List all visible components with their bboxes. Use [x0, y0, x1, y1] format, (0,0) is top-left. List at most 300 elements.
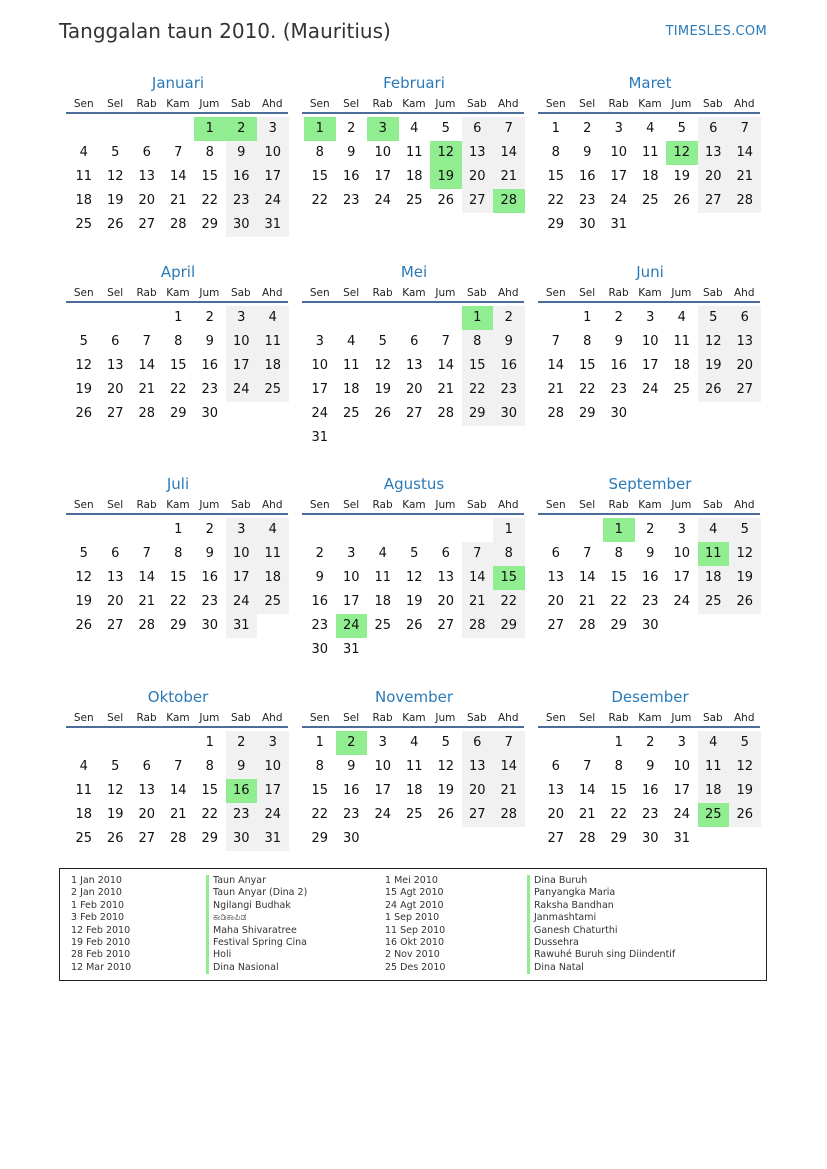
day-cell: 29 [610, 618, 628, 633]
legend-date: 2 Nov 2010 [385, 949, 440, 961]
day-cell: 28 [437, 406, 455, 421]
weekday-label: Ahd [733, 712, 755, 724]
weekday-label: Jum [671, 712, 692, 724]
day-cell: 2 [205, 522, 214, 537]
day-cell: 13 [138, 169, 156, 184]
day-cell: 10 [342, 570, 360, 585]
day-cell: 4 [257, 518, 289, 542]
weekday-header [302, 708, 524, 728]
legend-date: 12 Feb 2010 [71, 924, 131, 936]
empty-day-cell [131, 117, 163, 141]
day-cell: 11 [75, 169, 93, 184]
empty-day-cell [399, 518, 431, 542]
day-cell: 24 [673, 594, 691, 609]
month-juni [540, 261, 764, 426]
legend-holiday-name: Panyangka Maria [527, 887, 675, 899]
holiday-day-cell: 11 [698, 542, 730, 566]
day-cell: 29 [493, 614, 525, 638]
empty-day-cell [100, 117, 132, 141]
weekday-label: Sen [545, 499, 566, 511]
day-cell: 17 [257, 779, 289, 803]
empty-day-cell [68, 518, 100, 542]
weekday-label: Sen [73, 287, 94, 299]
empty-day-cell [131, 731, 163, 755]
day-cell: 26 [374, 406, 392, 421]
day-cell: 20 [729, 354, 761, 378]
day-cell: 22 [201, 807, 219, 822]
holiday-day-cell: 1 [603, 518, 635, 542]
day-cell: 7 [462, 542, 494, 566]
legend-date: 11 Sep 2010 [385, 924, 446, 936]
day-cell: 20 [547, 594, 565, 609]
day-cell: 22 [201, 193, 219, 208]
day-cell: 17 [374, 169, 392, 184]
legend-date: 28 Feb 2010 [71, 949, 131, 961]
day-cell: 13 [138, 783, 156, 798]
weekday-label: Rab [136, 712, 157, 724]
weekday-label: Kam [166, 712, 190, 724]
day-cell: 13 [106, 570, 124, 585]
day-cell: 3 [315, 334, 324, 349]
weekday-label: Ahd [261, 712, 283, 724]
day-cell: 3 [614, 121, 623, 136]
day-cell: 19 [437, 783, 455, 798]
day-cell: 18 [342, 382, 360, 397]
day-cell: 20 [138, 807, 156, 822]
day-cell: 6 [551, 546, 560, 561]
day-cell: 22 [610, 807, 628, 822]
month-name: April [160, 263, 196, 281]
day-cell: 21 [437, 382, 455, 397]
empty-day-cell [304, 306, 336, 330]
day-cell: 14 [462, 566, 494, 590]
empty-day-cell [540, 731, 572, 755]
day-cell: 26 [729, 803, 761, 827]
day-cell: 1 [583, 310, 592, 325]
day-cell: 2 [226, 731, 258, 755]
weekday-label: Rab [608, 287, 629, 299]
weekday-label: Jum [671, 98, 692, 110]
day-cell: 2 [205, 310, 214, 325]
day-cell: 17 [311, 382, 329, 397]
weekday-label: Sab [466, 287, 487, 299]
day-cell: 29 [610, 831, 628, 846]
day-cell: 14 [578, 570, 596, 585]
day-cell: 13 [462, 755, 494, 779]
legend-date: 16 Okt 2010 [385, 936, 445, 948]
day-cell: 14 [138, 358, 156, 373]
legend-date: 24 Agt 2010 [385, 899, 444, 911]
day-cell: 30 [226, 213, 258, 237]
day-cell: 10 [257, 141, 289, 165]
day-cell: 27 [462, 803, 494, 827]
legend-holiday-name: Taun Anyar [206, 875, 307, 887]
day-cell: 30 [342, 831, 360, 846]
day-cell: 4 [257, 306, 289, 330]
day-cell: 25 [374, 618, 392, 633]
day-cell: 24 [610, 193, 628, 208]
day-cell: 16 [493, 354, 525, 378]
day-cell: 7 [583, 546, 592, 561]
day-cell: 4 [646, 121, 655, 136]
weekday-label: Kam [402, 98, 426, 110]
day-cell: 18 [75, 193, 93, 208]
day-cell: 14 [578, 783, 596, 798]
day-cell: 11 [673, 334, 691, 349]
day-cell: 5 [111, 759, 120, 774]
weekday-label: Sen [73, 712, 94, 724]
day-cell: 14 [437, 358, 455, 373]
month-oktober [68, 686, 292, 851]
day-cell: 8 [551, 145, 560, 160]
legend-holiday-name: Maha Shivaratree [206, 925, 307, 937]
day-cell: 13 [106, 358, 124, 373]
day-cell: 31 [342, 642, 360, 657]
weekday-label: Rab [372, 287, 393, 299]
day-cell: 21 [493, 779, 525, 803]
legend-dates-col-1 [71, 875, 131, 974]
legend-date: 1 Mei 2010 [385, 875, 438, 886]
empty-day-cell [163, 117, 195, 141]
weekday-label: Jum [199, 287, 220, 299]
day-cell: 17 [226, 566, 258, 590]
weekday-label: Jum [435, 712, 456, 724]
weekday-label: Sel [343, 712, 360, 724]
day-cell: 4 [79, 145, 88, 160]
day-cell: 7 [551, 334, 560, 349]
day-cell: 1 [174, 310, 183, 325]
day-cell: 12 [405, 570, 423, 585]
day-grid [540, 518, 761, 638]
holiday-day-cell: 28 [493, 189, 525, 213]
day-cell: 6 [410, 334, 419, 349]
day-cell: 25 [698, 590, 730, 614]
day-cell: 30 [610, 406, 628, 421]
legend-dates-col-2 [385, 875, 445, 974]
day-cell: 23 [226, 189, 258, 213]
legend-date: 12 Mar 2010 [71, 961, 132, 973]
day-cell: 15 [169, 570, 187, 585]
day-cell: 5 [677, 121, 686, 136]
weekday-label: Sab [230, 98, 251, 110]
day-cell: 10 [641, 334, 659, 349]
day-cell: 11 [405, 759, 423, 774]
day-cell: 7 [142, 334, 151, 349]
weekday-header [66, 283, 288, 303]
day-cell: 25 [342, 406, 360, 421]
day-cell: 5 [378, 334, 387, 349]
day-cell: 22 [462, 378, 494, 402]
day-cell: 10 [610, 145, 628, 160]
holiday-day-cell: 16 [226, 779, 258, 803]
month-name: Januari [151, 74, 205, 92]
day-cell: 9 [315, 570, 324, 585]
day-cell: 16 [311, 594, 329, 609]
day-cell: 25 [75, 217, 93, 232]
weekday-label: Sab [466, 499, 487, 511]
day-cell: 5 [79, 334, 88, 349]
weekday-label: Sen [545, 712, 566, 724]
day-cell: 23 [342, 807, 360, 822]
weekday-label: Kam [402, 712, 426, 724]
day-cell: 13 [405, 358, 423, 373]
day-cell: 26 [729, 590, 761, 614]
weekday-label: Jum [435, 98, 456, 110]
day-cell: 25 [405, 807, 423, 822]
day-cell: 2 [347, 121, 356, 136]
day-cell: 12 [75, 358, 93, 373]
empty-day-cell [304, 518, 336, 542]
day-cell: 5 [111, 145, 120, 160]
day-cell: 22 [311, 807, 329, 822]
weekday-header [66, 94, 288, 114]
weekday-label: Rab [372, 499, 393, 511]
day-cell: 29 [169, 618, 187, 633]
holiday-day-cell: 25 [698, 803, 730, 827]
day-cell: 15 [610, 783, 628, 798]
weekday-label: Sel [343, 499, 360, 511]
day-cell: 19 [106, 807, 124, 822]
weekday-label: Sel [343, 287, 360, 299]
weekday-label: Sab [230, 287, 251, 299]
weekday-label: Sab [702, 712, 723, 724]
legend-date: 1 Jan 2010 [71, 875, 122, 886]
month-agustus [304, 473, 528, 662]
day-cell: 26 [698, 378, 730, 402]
weekday-label: Rab [136, 98, 157, 110]
weekday-label: Rab [372, 98, 393, 110]
day-cell: 26 [106, 217, 124, 232]
day-cell: 8 [174, 546, 183, 561]
day-cell: 1 [205, 735, 214, 750]
day-cell: 9 [226, 141, 258, 165]
day-cell: 15 [311, 783, 329, 798]
day-cell: 3 [378, 735, 387, 750]
legend-holiday-name: Ganesh Chaturthi [527, 925, 675, 937]
weekday-label: Ahd [733, 287, 755, 299]
day-cell: 4 [378, 546, 387, 561]
day-cell: 22 [311, 193, 329, 208]
weekday-label: Sel [579, 499, 596, 511]
day-cell: 11 [342, 358, 360, 373]
day-cell: 10 [257, 755, 289, 779]
weekday-label: Sel [343, 98, 360, 110]
day-grid [68, 306, 289, 426]
day-cell: 3 [347, 546, 356, 561]
day-cell: 20 [138, 193, 156, 208]
day-cell: 14 [493, 141, 525, 165]
page-title: Tanggalan taun 2010. (Mauritius) [59, 19, 391, 43]
weekday-label: Jum [199, 98, 220, 110]
day-cell: 23 [641, 594, 659, 609]
weekday-label: Sab [702, 98, 723, 110]
month-september [540, 473, 764, 638]
weekday-label: Jum [199, 712, 220, 724]
day-cell: 16 [201, 358, 219, 373]
day-grid [68, 117, 289, 237]
day-cell: 22 [493, 590, 525, 614]
legend-holiday-name: Dina Natal [527, 962, 675, 974]
empty-day-cell [336, 306, 368, 330]
day-cell: 11 [257, 542, 289, 566]
legend-names-col-1 [206, 875, 307, 974]
day-cell: 2 [646, 522, 655, 537]
weekday-label: Sab [466, 712, 487, 724]
day-cell: 23 [610, 382, 628, 397]
day-cell: 29 [578, 406, 596, 421]
day-cell: 26 [75, 618, 93, 633]
weekday-label: Ahd [497, 712, 519, 724]
day-cell: 8 [315, 759, 324, 774]
day-cell: 2 [315, 546, 324, 561]
weekday-label: Kam [638, 287, 662, 299]
weekday-label: Sen [545, 98, 566, 110]
day-cell: 4 [410, 121, 419, 136]
day-cell: 25 [673, 382, 691, 397]
day-cell: 14 [729, 141, 761, 165]
day-cell: 18 [75, 807, 93, 822]
empty-day-cell [572, 518, 604, 542]
month-name: September [608, 475, 692, 493]
day-cell: 17 [641, 358, 659, 373]
weekday-label: Sab [230, 712, 251, 724]
month-februari [304, 72, 528, 213]
day-cell: 13 [437, 570, 455, 585]
day-cell: 10 [226, 542, 258, 566]
weekday-label: Ahd [497, 98, 519, 110]
day-cell: 8 [462, 330, 494, 354]
legend-holiday-name: Dussehra [527, 937, 675, 949]
day-cell: 7 [441, 334, 450, 349]
day-cell: 10 [374, 759, 392, 774]
legend-date: 15 Agt 2010 [385, 887, 444, 899]
empty-day-cell [131, 518, 163, 542]
day-cell: 18 [405, 783, 423, 798]
day-cell: 12 [437, 759, 455, 774]
day-cell: 17 [257, 165, 289, 189]
day-cell: 27 [106, 406, 124, 421]
day-cell: 13 [729, 330, 761, 354]
day-cell: 15 [311, 169, 329, 184]
day-cell: 5 [79, 546, 88, 561]
day-cell: 16 [641, 570, 659, 585]
day-cell: 15 [547, 169, 565, 184]
day-cell: 26 [106, 831, 124, 846]
day-cell: 1 [551, 121, 560, 136]
day-cell: 19 [729, 566, 761, 590]
weekday-label: Rab [608, 98, 629, 110]
day-cell: 6 [462, 731, 494, 755]
day-cell: 9 [347, 145, 356, 160]
day-cell: 1 [174, 522, 183, 537]
day-grid [540, 306, 761, 426]
day-cell: 16 [610, 358, 628, 373]
day-cell: 17 [374, 783, 392, 798]
day-cell: 23 [201, 382, 219, 397]
day-grid [540, 117, 761, 237]
day-cell: 19 [698, 354, 730, 378]
day-cell: 22 [169, 594, 187, 609]
site-logo[interactable]: TIMESLES.COM [665, 24, 767, 39]
empty-day-cell [163, 731, 195, 755]
month-maret [540, 72, 764, 237]
day-cell: 3 [257, 117, 289, 141]
empty-day-cell [430, 306, 462, 330]
day-cell: 29 [462, 402, 494, 426]
empty-day-cell [462, 518, 494, 542]
weekday-label: Kam [166, 499, 190, 511]
day-cell: 21 [578, 594, 596, 609]
day-cell: 27 [698, 189, 730, 213]
day-cell: 30 [201, 406, 219, 421]
legend-holiday-name: Dina Buruh [527, 875, 675, 887]
day-cell: 10 [673, 759, 691, 774]
month-desember [540, 686, 764, 851]
day-cell: 18 [405, 169, 423, 184]
holiday-day-cell: 19 [430, 165, 462, 189]
day-cell: 9 [614, 334, 623, 349]
weekday-label: Sel [579, 712, 596, 724]
day-cell: 11 [75, 783, 93, 798]
day-grid [304, 306, 525, 450]
legend-date: 1 Sep 2010 [385, 912, 440, 924]
day-cell: 3 [677, 735, 686, 750]
day-grid [68, 518, 289, 638]
day-cell: 16 [342, 169, 360, 184]
weekday-header [302, 283, 524, 303]
day-cell: 19 [405, 594, 423, 609]
day-cell: 25 [257, 590, 289, 614]
weekday-label: Rab [608, 712, 629, 724]
day-cell: 25 [257, 378, 289, 402]
day-cell: 11 [374, 570, 392, 585]
day-cell: 6 [111, 334, 120, 349]
day-cell: 15 [462, 354, 494, 378]
weekday-header [538, 283, 760, 303]
day-cell: 18 [673, 358, 691, 373]
day-cell: 22 [578, 382, 596, 397]
empty-day-cell [399, 306, 431, 330]
day-cell: 17 [226, 354, 258, 378]
day-cell: 11 [257, 330, 289, 354]
day-cell: 8 [205, 759, 214, 774]
weekday-label: Sen [545, 287, 566, 299]
day-cell: 6 [441, 546, 450, 561]
day-cell: 1 [614, 735, 623, 750]
day-cell: 25 [75, 831, 93, 846]
day-cell: 25 [641, 193, 659, 208]
weekday-label: Rab [372, 712, 393, 724]
day-cell: 26 [673, 193, 691, 208]
day-cell: 15 [578, 358, 596, 373]
day-cell: 22 [610, 594, 628, 609]
day-cell: 27 [138, 831, 156, 846]
day-cell: 9 [583, 145, 592, 160]
day-cell: 24 [673, 807, 691, 822]
legend-holiday-name: ಕಾಡಿಕಾಪಿಡ [206, 912, 307, 924]
empty-day-cell [68, 306, 100, 330]
day-cell: 3 [677, 522, 686, 537]
day-cell: 21 [169, 193, 187, 208]
day-cell: 4 [79, 759, 88, 774]
day-cell: 15 [201, 783, 219, 798]
day-cell: 28 [493, 803, 525, 827]
legend-holiday-name: Raksha Bandhan [527, 900, 675, 912]
day-cell: 19 [374, 382, 392, 397]
day-cell: 16 [641, 783, 659, 798]
day-cell: 2 [646, 735, 655, 750]
day-cell: 27 [437, 618, 455, 633]
